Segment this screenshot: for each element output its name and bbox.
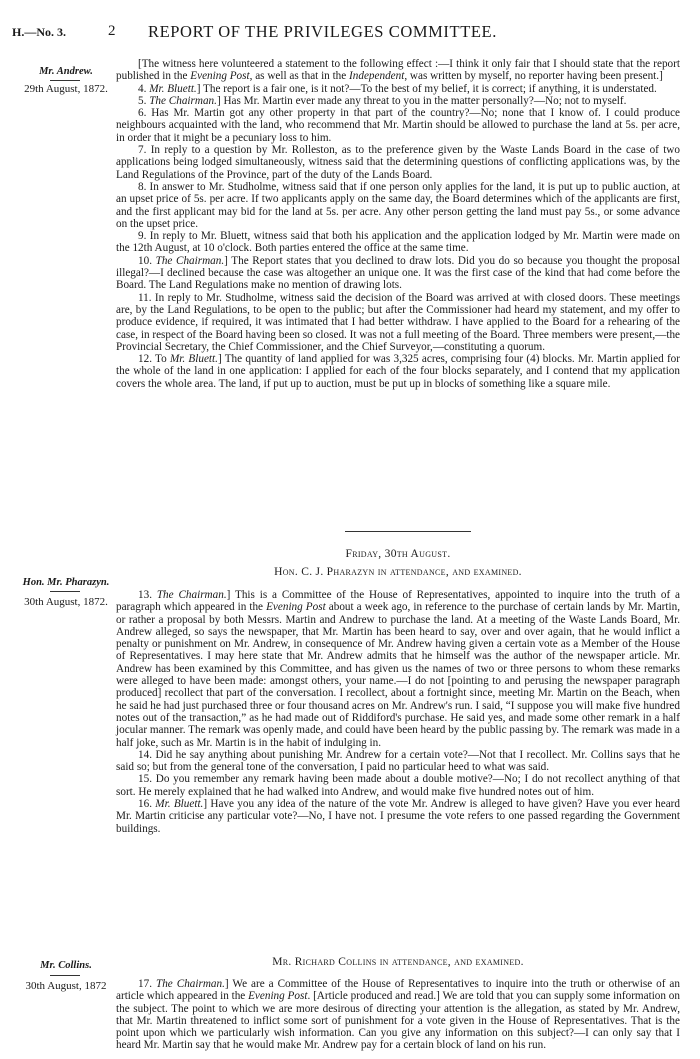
testimony-paragraph: 6. Has Mr. Martin got any other property in that part of the country?—No; none that I know of. I could produce neighbours acquainted with the land, who recommend that Mr. Martin should be allowed to purchase the land at 5s. per acre, in order that it might be a pecuniary loss to him. xyxy=(116,107,680,144)
italic-run: Independent xyxy=(349,70,405,83)
italic-run: Mr. Bluett. xyxy=(169,353,218,366)
testimony-paragraph: 9. In reply to Mr. Bluett, witness said that both his application and the application lodged by Mr. Martin were made on the 12th August, at 10 o'clock. Both parties entered the office at the same time. xyxy=(116,230,680,255)
italic-run: Mr. Bluett. xyxy=(149,82,197,95)
side-divider xyxy=(50,591,80,592)
italic-run: The Chairman. xyxy=(155,254,225,267)
page-title: REPORT OF THE PRIVILEGES COMMITTEE. xyxy=(148,22,497,41)
witness-date-collins: 30th August, 1872 xyxy=(25,980,107,992)
italic-run: Mr. Bluett. xyxy=(155,798,204,811)
testimony-paragraph: 8. In answer to Mr. Studholme, witness said that if one person only applies for the land, it is put up to public auction, at an upset price of 5s. per acre. If two applicants apply on the same day, the Board determines which of the applicants are first, and the first applicant may bid for the land at 5s. per acre. Any other person getting the land must pay 5s., or some advance on the upset price. xyxy=(116,180,680,230)
testimony-paragraph: 14. Did he say anything about punishing Mr. Andrew for a certain vote?—Not that I recollect. Mr. Collins says that he said so; but from the general tone of the conversation, I paid no particular heed to what was said. xyxy=(116,748,680,774)
testimony-paragraph: 16. Mr. Bluett.] Have you any idea of the nature of the vote Mr. Andrew is alleged to have given? Have you ever heard Mr. Martin criticise any particular vote?—No, I have not. I presume the vote refers to one passed regarding the Government buildings. xyxy=(116,798,681,835)
witness-date-pharazyn: 30th August, 1872. xyxy=(24,596,108,608)
section-divider xyxy=(345,531,471,532)
italic-run: Evening Post xyxy=(266,601,326,614)
italic-run: The Chairman. xyxy=(155,978,225,990)
testimony-paragraph: 10. The Chairman.] The Report states that you declined to draw lots. Did you do so because you thought the proposal illegal?—I declined because the case was altogether an unique one. It was the first case of the kind that had come before the Board. The Land Regulations make no mention of drawing lots. xyxy=(116,254,680,292)
testimony-collins xyxy=(116,978,680,1052)
testimony-paragraph: 5. The Chairman.] Has Mr. Martin ever made any threat to you in the matter personally?—No; not to myself. xyxy=(138,94,627,107)
italic-run: The Chairman. xyxy=(149,94,217,107)
testimony-paragraph: 7. In reply to a question by Mr. Rolleston, as to the preference given by the Waste Lands Board in the case of two applications being lodged simultaneously, witness said that the determining questions of conflicting applications was, by the Land Regulations of the Province, part of the duty of the Lands Board. xyxy=(116,144,680,181)
page-number: 2 xyxy=(108,23,116,39)
testimony-paragraph: 11. In reply to Mr. Studholme, witness said the decision of the Board was arrived at with closed doors. These meetings are, by the Land Regulations, to be open to the public; but after the Commissioner had heard my statement, and my offer to produce evidence, if required, it was intimated that I had better withdraw. I have applied to the Board for a rehearing of the case, in respect of the Board having been so closed. It was not a full meeting of the Board. Three members were present,—the Provincial Secretary, the Chief Commissioner, and the Chief Surveyor,—constituting a quorum. xyxy=(116,291,680,353)
testimony-paragraph: 4. Mr. Bluett.] The report is a fair one, is it not?—To the best of my belief, it is correct; if anything, it is understated. xyxy=(138,82,657,95)
witness-name-pharazyn: Hon. Mr. Pharazyn. xyxy=(22,577,110,588)
testimony-paragraph: 13. The Chairman.] This is a Committee of the House of Representatives, appointed to inquire into the truth of a paragraph which appeared in the Evening Post about a week ago, in reference to the purchase of certain lands by Mr. Martin, or rather a proposal by both Messrs. Martin and Andrew to purchase the land. At a meeting of the Waste Lands Board, Mr. Andrew alleged, so says the newspaper, that Mr. Martin has been heard to say, over and over again, that he would inflict a penalty or punishment on Mr. Andrew, in consequence of Mr. Andrew having given a certain vote as a Member of the House of Representatives. I may here state that Mr. Andrew admits that he himself was the author of the newspaper article. Mr. Andrew has been examined by this Committee, and has given us the names of two or three persons to whom these remarks were alleged to have been made: amongst others, your name.—I do not [pointing to and perusing the newspaper paragraph produced] recollect that part of the conversation. I recollect, about a fortnight since, meeting Mr. Martin on the Beach, when he said he had just purchased three or four thousand acres on Mr. Andrew's run. I said, “I suppose you will make five hundred notes out of the transaction,” as he had made out of Riddiford's purchase. He said yes, and made some other remark in a half jocular manner. The remark was openly made, and could have been heard by the public passing by. The remark was made in a half joke, such as Mr. Martin is in the habit of indulging in. xyxy=(116,589,681,749)
page-header xyxy=(0,22,700,46)
side-divider xyxy=(50,975,80,976)
witness-name-andrew: Mr. Andrew. xyxy=(39,66,93,77)
italic-run: Evening Post xyxy=(248,990,308,1003)
witness-date-andrew: 29th August, 1872. xyxy=(24,83,108,95)
date-heading: Friday, 30th August. xyxy=(345,548,451,560)
testimony-pharazyn xyxy=(116,589,680,835)
witness-heading-pharazyn: Hon. C. J. Pharazyn in attendance, and examined. xyxy=(274,566,522,578)
testimony-paragraph: [The witness here volunteered a statement to the following effect :—I think it only fair that I should state that the report published in the Evening Post, as well as that in the Independent, was written by myself, no reporter having been present.] xyxy=(116,58,680,83)
italic-run: Evening Post xyxy=(190,70,250,83)
testimony-andrew xyxy=(116,58,680,390)
testimony-paragraph: 15. Do you remember any remark having been made about a double motive?—No; I do not recollect anything of that sort. He merely explained that he had walked into Andrew, and would make five hundred notes out of him. xyxy=(116,773,680,798)
witness-heading-collins: Mr. Richard Collins in attendance, and examined. xyxy=(272,956,524,968)
side-divider xyxy=(50,80,80,81)
document-reference: H.—No. 3. xyxy=(12,25,66,39)
testimony-paragraph: 17. The Chairman.] We are a Committee of the House of Representatives to inquire into the truth or otherwise of an article which appeared in the Evening Post. [Article produced and read.] We are told that you can supply some information on the subject. The point to which we are more desirous of directing your attention is the allegation, as stated by Mr. Andrew, that Mr. Martin threatened to inflict some sort of punishment for a vote given in the House of Representatives. That is the point upon which we particularly wish information. Can you give any information on this subject?—I can only say that I heard Mr. Martin say that he would make Mr. Andrew pay for a certain block of land on his run. xyxy=(116,978,680,1052)
witness-name-collins: Mr. Collins. xyxy=(40,960,92,971)
italic-run: The Chairman. xyxy=(156,589,227,601)
testimony-paragraph: 12. To Mr. Bluett.] The quantity of land applied for was 3,325 acres, comprising four (4) blocks. Mr. Martin applied for the whole of the land in one application: I applied for each of the four blocks separately, and I contend that my application covers the whole area. The land, if put up to auction, must be put up in blocks of something like a square mile. xyxy=(116,353,680,390)
